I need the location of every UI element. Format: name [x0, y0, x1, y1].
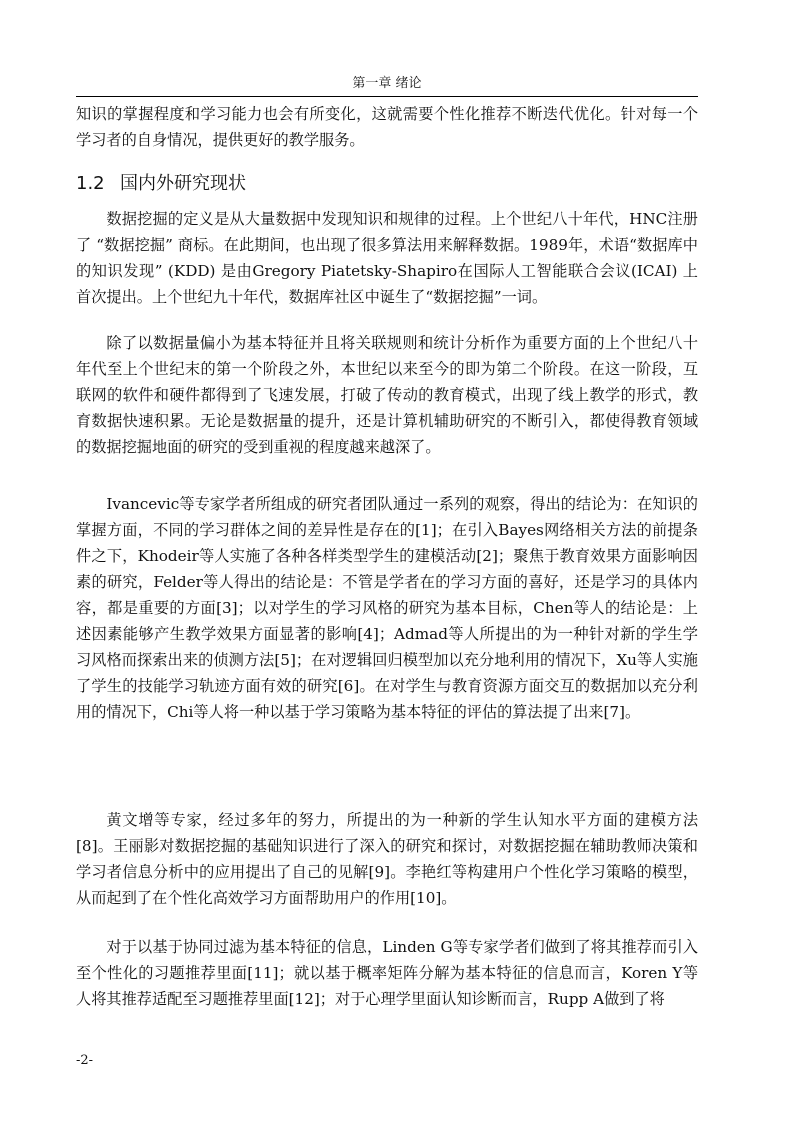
running-header — [76, 74, 698, 97]
section-title: 国内外研究现状 — [120, 173, 246, 194]
paragraph-domestic-research: 黄文增等专家，经过多年的努力，所提出的为一种新的学生认知水平方面的建模方法[8]。王丽影对数据挖掘的基础知识进行了深入的研究和探讨，对数据挖掘在辅助教师决策和学习者信息分析中的应用提出了自己的见解[9]。李艳红等构建用户个性化学习策略的模型，从而起到了在个性化高效学习方面帮助用户的作用[10]。 — [76, 811, 698, 907]
paragraph-continuation: 知识的掌握程度和学习能力也会有所变化，这就需要个性化推荐不断迭代优化。针对每一个学习者的自身情况，提供更好的教学服务。 — [76, 105, 698, 149]
paragraph-foreign-research: Ivancevic等专家学者所组成的研究者团队通过一系列的观察，得出的结论为：在知识的掌握方面，不同的学习群体之间的差异性是存在的[1]；在引入Bayes网络相关方法的前提条件之下，Khodeir等人实施了各种各样类型学生的建模活动[2]；聚焦于教育效果方面影响因素的研究，Felder等人得出的结论是：不管是学者在的学习方面的喜好，还是学习的具体内容，都是重要的方面[3]；以对学生的学习风格的研究为基本目标，Chen等人的结论是：上述因素能够产生教学效果方面显著的影响[4]；Admad等人所提出的为一种针对新的学生学习风格而探索出来的侦测方法[5]；在对逻辑回归模型加以充分地利用的情况下，Xu等人实施了学生的技能学习轨迹方面有效的研究[6]。在对学生与教育资源方面交互的数据加以充分利用的情况下，Chi等人将一种以基于学习策略为基本特征的评估的算法提了出来[7]。 — [76, 495, 698, 721]
chapter-title: 第一章 绪论 — [352, 76, 422, 91]
paragraph-recommendation-research: 对于以基于协同过滤为基本特征的信息，Linden G等专家学者们做到了将其推荐而引入至个性化的习题推荐里面[11]；就以基于概率矩阵分解为基本特征的信息而言，Koren Y等人将其推荐适配至习题推荐里面[12]；对于心理学里面认知诊断而言，Rupp A做到了将 — [76, 938, 698, 1008]
page-number: -2- — [76, 1053, 94, 1068]
paragraph-second-stage: 除了以数据量偏小为基本特征并且将关联规则和统计分析作为重要方面的上个世纪八十年代至上个世纪末的第一个阶段之外，本世纪以来至今的即为第二个阶段。在这一阶段，互联网的软件和硬件都得到了飞速发展，打破了传动的教育模式，出现了线上教学的形式，教育数据快速积累。无论是数据量的提升，还是计算机辅助研究的不断引入，都使得教育领域的数据挖掘地面的研究的受到重视的程度越来越深了。 — [76, 334, 698, 456]
paragraph-data-mining-definition: 数据挖掘的定义是从大量数据中发现知识和规律的过程。上个世纪八十年代，HNC注册了 “数据挖掘” 商标。在此期间，也出现了很多算法用来解释数据。1989年，术语“数据库中的知识发现” (KDD) 是由Gregory Piatetsky-Shapiro在国际人工智能联合会议(ICAI) 上首次提出。上个世纪九十年代，数据库社区中诞生了“数据挖掘”一词。 — [76, 210, 698, 306]
section-number: 1.2 — [76, 173, 105, 194]
section-heading — [76, 170, 698, 198]
